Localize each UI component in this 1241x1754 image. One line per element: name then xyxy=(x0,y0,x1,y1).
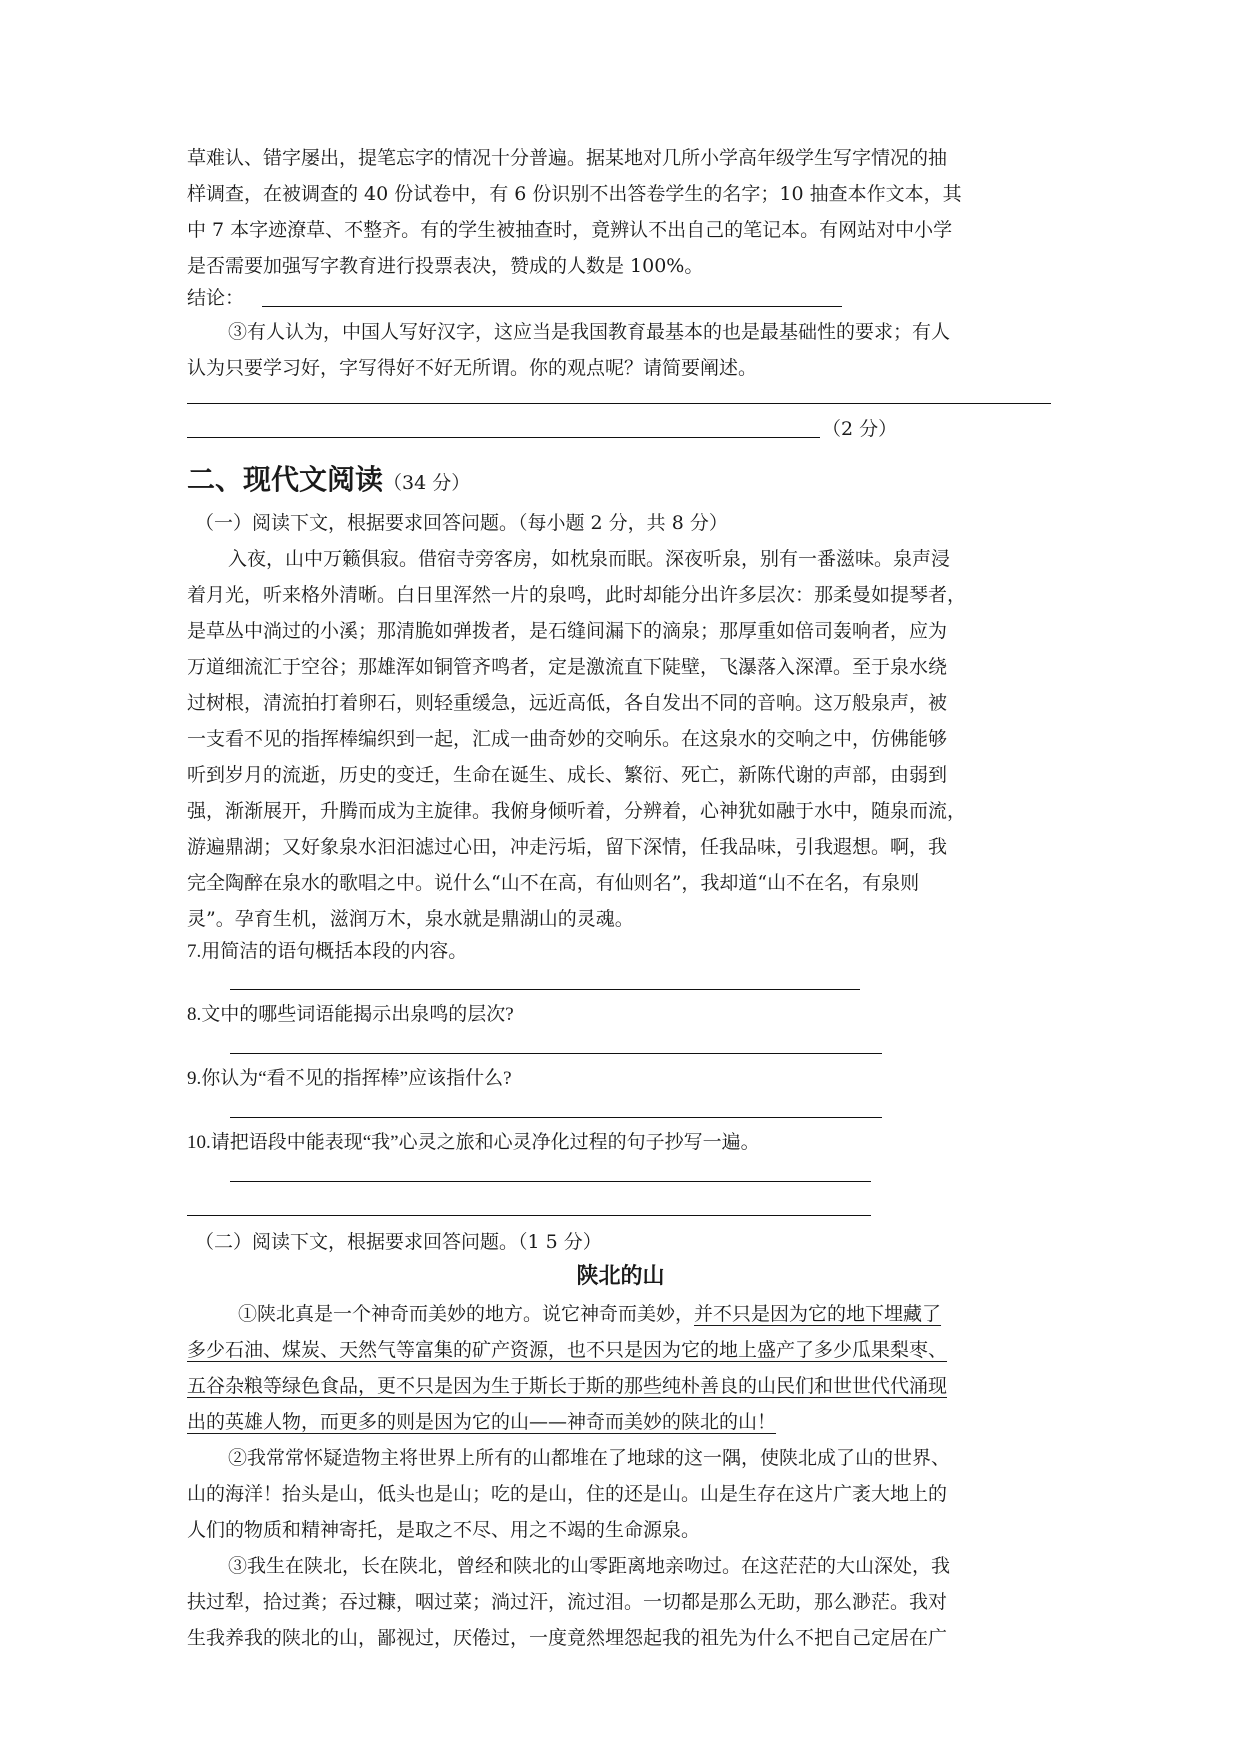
answer-line[interactable] xyxy=(187,437,820,438)
passage-line: 是草丛中淌过的小溪；那清脆如弹拨者，是石缝间漏下的滴泉；那厚重如倍司轰响者，应为 xyxy=(187,620,948,642)
question-10: 10.请把语段中能表现“我”心灵之旅和心灵净化过程的句子抄写一遍。 xyxy=(187,1132,760,1153)
p2-line: ②我常常怀疑造物主将世界上所有的山都堆在了地球的这一隅，使陕北成了山的世界、 xyxy=(228,1447,951,1469)
p1-line xyxy=(187,1335,947,1365)
p1-line xyxy=(187,1371,947,1401)
answer-line[interactable] xyxy=(187,1215,871,1216)
conclusion-answer-line[interactable] xyxy=(262,306,842,307)
p1-underlined-text: 出的英雄人物，而更多的则是因为它的山——神奇而美妙的陕北的山！ xyxy=(187,1411,777,1433)
p1-line xyxy=(238,1299,941,1329)
section-title: 二、现代文阅读 xyxy=(187,463,384,496)
p2-line: 山的海洋！抬头是山，低头也是山；吃的是山，住的还是山。山是生存在这片广袤大地上的 xyxy=(187,1483,948,1505)
question-7: 7.用简洁的语句概括本段的内容。 xyxy=(187,941,468,962)
passage-line: 听到岁月的流逝，历史的变迁，生命在诞生、成长、繁衍、死亡，新陈代谢的声部，由弱到 xyxy=(187,764,948,786)
part1-instruction: （一）阅读下文，根据要求回答问题。（每小题 2 分，共 8 分） xyxy=(195,512,728,534)
intro-line: 中 7 本字迹潦草、不整齐。有的学生被抽查时，竟辨认不出自己的笔记本。有网站对中小学 xyxy=(187,219,953,241)
section-heading xyxy=(187,460,470,503)
passage-line: 一支看不见的指挥棒编织到一起，汇成一曲奇妙的交响乐。在这泉水的交响之中，仿佛能够 xyxy=(187,728,948,750)
question-8: 8.文中的哪些词语能揭示出泉鸣的层次? xyxy=(187,1004,514,1025)
p1-underlined-text: 并不只是因为它的地下埋藏了 xyxy=(694,1303,942,1325)
question-9: 9.你认为“看不见的指挥棒”应该指什么? xyxy=(187,1068,512,1089)
passage-line: 灵”。孕育生机，滋润万木，泉水就是鼎湖山的灵魂。 xyxy=(187,908,634,930)
section-score: （34 分） xyxy=(383,472,471,494)
p1-underlined-text: 多少石油、煤炭、天然气等富集的矿产资源，也不只是因为它的地上盛产了多少瓜果梨枣、 xyxy=(187,1339,948,1361)
passage-line: 入夜，山中万籁俱寂。借宿寺旁客房，如枕泉而眠。深夜听泉，别有一番滋味。泉声浸 xyxy=(228,548,951,570)
answer-line[interactable] xyxy=(230,989,860,990)
part2-instruction: （二）阅读下文，根据要求回答问题。（1 5 分） xyxy=(195,1231,602,1253)
question-3-score: （2 分） xyxy=(822,418,898,440)
passage-line: 强，渐渐展开，升腾而成为主旋律。我俯身倾听着，分辨着，心神犹如融于水中，随泉而流， xyxy=(187,800,967,822)
p3-line: ③我生在陕北，长在陕北，曾经和陕北的山零距离地亲吻过。在这茫茫的大山深处，我 xyxy=(228,1555,951,1577)
passage-line: 万道细流汇于空谷；那雄浑如铜管齐鸣者，定是激流直下陡壁，飞瀑落入深潭。至于泉水绕 xyxy=(187,656,948,678)
intro-line: 是否需要加强写字教育进行投票表决，赞成的人数是 100%。 xyxy=(187,255,704,277)
passage-line: 着月光，听来格外清晰。白日里浑然一片的泉鸣，此时却能分出许多层次：那柔曼如提琴者， xyxy=(187,584,967,606)
answer-line[interactable] xyxy=(230,1117,882,1118)
question-3-line: 认为只要学习好，字写得好不好无所谓。你的观点呢？请简要阐述。 xyxy=(187,357,758,379)
p1-line xyxy=(187,1407,776,1437)
passage-line: 过树根，清流拍打着卵石，则轻重缓急，远近高低，各自发出不同的音响。这万般泉声，被 xyxy=(187,692,948,714)
intro-line: 草难认、错字屡出，提笔忘字的情况十分普遍。据某地对几所小学高年级学生写字情况的抽 xyxy=(187,147,948,169)
intro-line: 样调查，在被调查的 40 份试卷中，有 6 份识别不出答卷学生的名字；10 抽查本作文本，其 xyxy=(187,183,962,205)
conclusion-label: 结论： xyxy=(187,287,245,309)
answer-line[interactable] xyxy=(230,1181,871,1182)
question-3-line: ③有人认为，中国人写好汉字，这应当是我国教育最基本的也是最基础性的要求；有人 xyxy=(228,321,951,343)
answer-line[interactable] xyxy=(230,1053,882,1054)
answer-line[interactable] xyxy=(187,403,1051,404)
p2-line: 人们的物质和精神寄托，是取之不尽、用之不竭的生命源泉。 xyxy=(187,1519,701,1541)
p3-line: 生我养我的陕北的山，鄙视过，厌倦过，一度竟然埋怨起我的祖先为什么不把自己定居在广 xyxy=(187,1627,948,1649)
p1-text: ①陕北真是一个神奇而美妙的地方。说它神奇而美妙， xyxy=(238,1303,695,1325)
passage-line: 游遍鼎湖；又好象泉水汩汩滤过心田，冲走污垢，留下深情，任我品味，引我遐想。啊，我 xyxy=(187,836,948,858)
article-title: 陕北的山 xyxy=(576,1264,665,1289)
p1-underlined-text: 五谷杂粮等绿色食品，更不只是因为生于斯长于斯的那些纯朴善良的山民们和世世代代涌现 xyxy=(187,1375,948,1397)
passage-line: 完全陶醉在泉水的歌唱之中。说什么“山不在高，有仙则名”，我却道“山不在名，有泉则 xyxy=(187,872,920,894)
p3-line: 扶过犁，拾过粪；吞过糠，咽过菜；淌过汗，流过泪。一切都是那么无助，那么渺茫。我对 xyxy=(187,1591,948,1613)
